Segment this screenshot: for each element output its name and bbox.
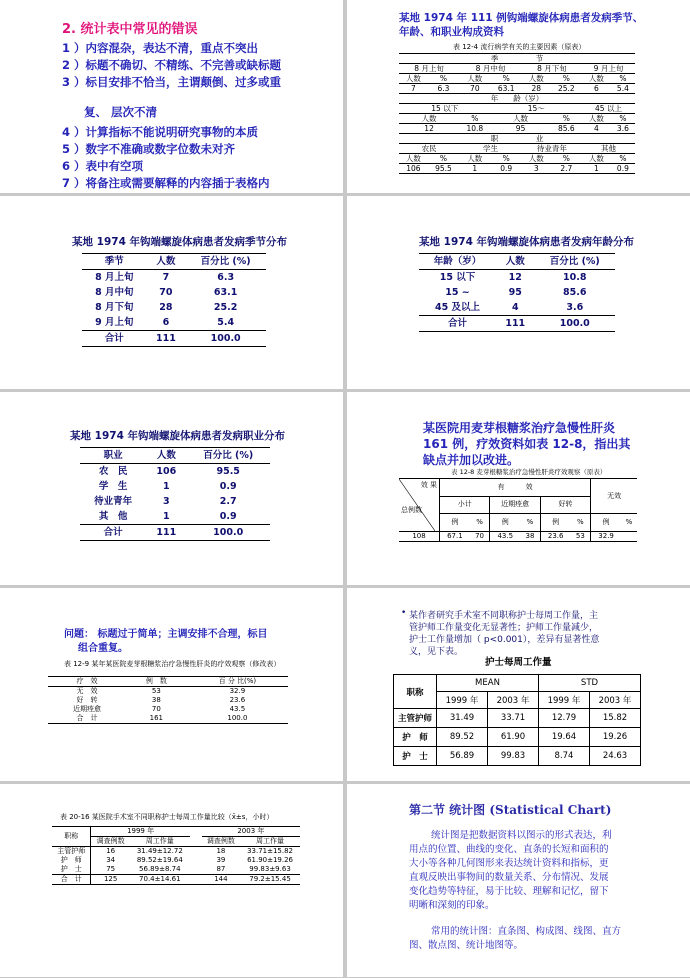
table-subheader: % [562, 74, 570, 83]
table-subheader: 人数 [405, 154, 421, 163]
error-item: 4 ）计算指标不能说明研究事物的本质 [62, 125, 259, 139]
table-subheader: 人数 [528, 74, 544, 83]
table-cell: 106 [406, 164, 421, 173]
table-cell: 85.6 [563, 287, 587, 298]
job-table [80, 447, 270, 541]
table-cell: 63.1 [213, 287, 238, 298]
slide-text: 管护师工作量变化无显著性；护师工作量减少， [409, 623, 599, 633]
table-header: 百分比 (%) [549, 256, 600, 267]
table-header: 调查例数 [206, 837, 235, 845]
hepatitis-revised-table [48, 676, 288, 724]
table-corner: 职称 [394, 675, 437, 709]
table-total: 100.0 [210, 333, 241, 344]
table-caption: 表 12-8 麦芽根糖浆治疗急慢性肝炎疗效观察（原表） [451, 468, 607, 476]
table-cell: 5.4 [217, 317, 235, 328]
table-cell: 6 [594, 84, 599, 93]
slide-original-table [347, 0, 690, 193]
table-subheader: 例 [602, 518, 610, 527]
table-cell: 23.6 [229, 696, 246, 704]
table-cell: 15 ~ [445, 287, 470, 298]
table-cell: 6 [162, 317, 170, 328]
table-cell: 12 [508, 272, 522, 283]
table-total: 70.4±14.61 [139, 875, 181, 883]
table-cell: 6.3 [437, 84, 450, 93]
table-title: 护士每周工作量 [485, 657, 552, 668]
table-total: 144 [214, 875, 228, 883]
table-group-header: MEAN [437, 675, 539, 692]
table-group-header: 年 龄（岁） [490, 94, 544, 103]
table-group-header: 季 节 [490, 54, 544, 63]
table-total: 161 [149, 714, 164, 722]
table-cell: 24.63 [590, 747, 641, 766]
table-subheader: % [439, 154, 448, 163]
slide-text: 护士工作量增加（ p<0.001），差异有显著性意 [409, 635, 600, 645]
table-header: 8 月中旬 [475, 64, 506, 73]
slide-statistical-chart [347, 784, 690, 977]
table-cell: 67.1 [447, 532, 463, 540]
table-subheader: % [502, 74, 510, 83]
table-cell: 其 他 [98, 511, 128, 522]
table-total: 125 [103, 875, 118, 883]
table-cell: 99.83±9.63 [249, 865, 291, 873]
table-total: 79.2±15.45 [249, 875, 291, 883]
table-cell: 6.3 [217, 272, 235, 283]
table-cell: 38 [151, 696, 161, 704]
table-header: 近期痊愈 [490, 496, 540, 514]
table-header: 周工作量 [145, 837, 174, 845]
workload-comparison-table [52, 826, 300, 885]
table-header: 15～ [527, 104, 545, 113]
table-subheader: 例 [501, 518, 509, 527]
table-group-header: 无效 [607, 491, 622, 500]
table-cell: 32.9 [598, 532, 614, 540]
table-cell: 33.71 [488, 709, 539, 728]
table-cell: 8 月上旬 [95, 272, 134, 283]
row-label: 合 计 [52, 875, 91, 885]
table-cell: 95.5 [435, 164, 452, 173]
table-cell: 0.9 [500, 164, 513, 173]
table-header: 周工作量 [256, 837, 285, 845]
workload-table [393, 674, 641, 766]
slide-title: 某地 1974 年 111 例钩端螺旋体病患者发病季节、 [399, 12, 644, 24]
table-cell: 7 [162, 272, 170, 283]
row-label: 主管护师 [52, 847, 91, 857]
table-header: 待业青年 [536, 144, 567, 153]
table-cell: 75 [106, 865, 116, 873]
slide-age-table [347, 196, 690, 389]
table-cell: 10.8 [563, 272, 587, 283]
table-total: 111 [156, 333, 176, 344]
table-header: 1999 年 [437, 692, 488, 709]
table-cell: 43.5 [497, 532, 514, 540]
age-table [419, 253, 615, 332]
table-subheader: 例 [451, 518, 459, 527]
error-item: 7 ）将备注或需要解释的内容插于表格内 [62, 176, 270, 190]
table-header: 8 月下旬 [537, 64, 567, 73]
section-title: 第二节 统计图 (Statistical Chart) [409, 803, 612, 817]
table-cell: 3.6 [616, 124, 629, 133]
table-cell: 95.5 [216, 466, 240, 477]
table-cell: 38 [520, 532, 540, 542]
table-cell: 43.5 [229, 705, 246, 713]
table-header: 人数 [156, 256, 176, 267]
row-label: 主管护师 [394, 709, 437, 728]
slide-text: 缺点并加以改进。 [423, 453, 520, 467]
table-cell: 无 效 [76, 687, 98, 695]
table-cell: 45 及以上 [434, 302, 480, 313]
row-label: 护 士 [394, 747, 437, 766]
table-group-header: 2003 年 [202, 827, 300, 837]
table-cell: 4 [594, 124, 599, 133]
slide-text: 161 例，疗效资料如表 12-8，指出其 [423, 437, 631, 451]
table-header: 2003 年 [590, 692, 641, 709]
table-cell: 53 [571, 532, 591, 542]
table-subheader: 人数 [405, 74, 421, 83]
bullet-icon: • [401, 608, 407, 618]
table-group-header: 有 效 [440, 479, 591, 497]
paragraph-line: 直观反映出事物间的数量关系、分布情况、发展 [409, 872, 609, 883]
table-cell: 16 [106, 847, 116, 855]
error-item: 5 ）数字不准确或数字位数未对齐 [62, 142, 236, 156]
issue-text: 组合重复。 [78, 643, 128, 654]
table-header: 百分比 (%) [203, 450, 254, 461]
table-cell: 63.1 [497, 84, 515, 93]
table-cell: 待业青年 [94, 496, 133, 507]
table-cell: 53 [151, 687, 161, 695]
slide-title: 某地 1974 年钩端螺旋体病患者发病季节分布 [72, 236, 288, 248]
table-header: 8 月上旬 [414, 64, 444, 73]
slide-title: 某地 1974 年钩端螺旋体病患者发病职业分布 [70, 430, 286, 442]
paragraph-line: 统计图是把数据资料以图示的形式表达，利 [431, 830, 612, 841]
table-cell: 28 [531, 84, 542, 93]
table-group-header: 职 业 [490, 134, 544, 143]
table-cell: 10.8 [466, 124, 484, 133]
table-header: 其他 [601, 144, 616, 153]
table-cell: 70 [470, 532, 490, 542]
hepatitis-original-table [399, 478, 637, 542]
table-cell: 好 转 [76, 696, 98, 704]
table-cell: 3.6 [566, 302, 584, 313]
table-cell: 95 [508, 287, 522, 298]
paragraph-line: 用点的位置、曲线的变化、直条的长短和面积的 [409, 844, 609, 855]
table-header: 小计 [440, 496, 490, 514]
table-total: 100.0 [213, 527, 244, 538]
table-header: 人数 [156, 450, 176, 461]
slide-text: 义，见下表。 [409, 647, 464, 657]
table-cell: 19.26 [590, 728, 641, 747]
error-item: 复、 层次不清 [84, 105, 158, 119]
table-header: 百 分 比(%) [218, 677, 257, 685]
table-cell: 农 民 [98, 466, 128, 477]
row-label: 护 士 [52, 865, 91, 875]
table-subheader: % [562, 114, 570, 123]
table-cell: 5.4 [616, 84, 629, 93]
table-cell: 28 [159, 302, 173, 313]
table-header: 好转 [540, 496, 590, 514]
table-cell: 31.49±12.72 [136, 847, 183, 855]
table-subheader: % [439, 74, 448, 83]
table-cell: 15 以下 [439, 272, 476, 283]
table-subheader: % [470, 514, 490, 532]
table-header: 年龄（岁） [433, 256, 482, 267]
table-subheader: 人数 [588, 154, 604, 163]
table-cell: 2.7 [219, 496, 237, 507]
table-subheader: % [562, 154, 570, 163]
table-cell: 8 月中旬 [95, 287, 134, 298]
paragraph-line: 大小等各种几何图形来表达统计资料和指标，更 [409, 858, 609, 869]
table-cell: 32.9 [229, 687, 246, 695]
table-cell: 61.90 [488, 728, 539, 747]
table-subheader: 人数 [421, 114, 437, 123]
table-cell: 15.82 [590, 709, 641, 728]
table-header: 季节 [104, 256, 124, 267]
table-cell: 学 生 [98, 481, 128, 492]
table-cell: 1 [594, 164, 599, 173]
table-cell: 25.2 [213, 302, 238, 313]
table-cell: 0.9 [219, 511, 237, 522]
table-cell: 106 [156, 466, 177, 477]
table-cell: 0.9 [616, 164, 629, 173]
table-corner: 职称 [52, 827, 91, 847]
table-cell: 1 [163, 481, 170, 492]
paragraph-line: 变化趋势等特征，易于比较、理解和记忆，留下 [409, 886, 609, 897]
table-cell: 8.74 [539, 747, 590, 766]
table-cell: 8 月下旬 [95, 302, 134, 313]
table-cell: 39 [216, 856, 226, 864]
table-cell: 近期痊愈 [72, 705, 101, 713]
table-cell: 3 [163, 496, 170, 507]
table-subheader: 人数 [513, 114, 529, 123]
error-item: 3 ）标目安排不恰当，主谓颠倒、过多或重 [62, 75, 282, 89]
table-header: 9 月上旬 [593, 64, 624, 73]
table-cell: 56.89 [437, 747, 488, 766]
table-cell: 1 [163, 511, 170, 522]
table-cell: 9 月上旬 [95, 317, 134, 328]
table-cell: 23.6 [547, 532, 564, 540]
error-item: 2 ）标题不确切、不精练、不完善或缺标题 [62, 58, 282, 72]
table-cell: 70 [159, 287, 173, 298]
table-header: 百分比 (%) [200, 256, 251, 267]
table-subheader: % [471, 114, 479, 123]
table-header: 例 数 [145, 677, 167, 685]
corner-label: 效 果 [420, 481, 437, 489]
table-total: 100.0 [559, 318, 590, 329]
table-header: 1999 年 [539, 692, 590, 709]
table-header: 职业 [103, 450, 123, 461]
table-cell: 1 [472, 164, 478, 173]
diagonal-header-cell [399, 479, 440, 532]
table-cell: 61.90±19.26 [247, 856, 294, 864]
table-cell: 34 [106, 856, 116, 864]
table-cell: 87 [216, 865, 226, 873]
table-cell: 0.9 [219, 481, 237, 492]
table-total: 合计 [447, 318, 467, 329]
error-item: 6 ）表中有空项 [62, 159, 144, 173]
table-header: 学生 [483, 144, 498, 153]
table-header: 调查例数 [96, 837, 125, 845]
table-total: 合 计 [76, 714, 98, 722]
table-cell: 99.83 [488, 747, 539, 766]
table-cell: 89.52±19.64 [136, 856, 183, 864]
table-subheader: % [619, 114, 627, 123]
table-subheader: % [520, 514, 540, 532]
error-item: 1 ）内容混杂，表达不清，重点不突出 [62, 41, 259, 55]
table-group-header: STD [539, 675, 641, 692]
table-cell: 70 [470, 84, 480, 93]
slide-hepatitis-revised [0, 588, 343, 781]
table-subheader: % [502, 154, 510, 163]
original-table [399, 53, 635, 174]
slide-season-table [0, 196, 343, 389]
table-total: 100.0 [227, 714, 248, 722]
table-total: 111 [156, 527, 177, 538]
table-subheader: % [625, 518, 633, 527]
table-group-header: 1999 年 [91, 827, 190, 837]
table-subheader: % [619, 154, 627, 163]
table-caption: 表 12-4 流行病学有关的主要因素（原表） [453, 43, 586, 51]
table-cell: 31.49 [437, 709, 488, 728]
table-cell: 56.89±8.74 [139, 865, 181, 873]
table-subheader: % [619, 74, 627, 83]
corner-label: 总例数 [401, 506, 422, 514]
table-subheader: 人数 [467, 154, 483, 163]
table-header: 疗 效 [76, 677, 98, 685]
table-caption: 表 12-9 某年某医院麦芽根糖浆治疗急慢性肝炎的疗效观察（修改表） [64, 660, 281, 668]
table-cell: 95 [515, 124, 526, 133]
slide-title: 年龄、和职业构成资料 [399, 26, 504, 38]
slide-hepatitis-original [347, 392, 690, 585]
table-cell: 7 [411, 84, 416, 93]
table-subheader: 人数 [588, 74, 604, 83]
table-cell: 25.2 [557, 84, 575, 93]
paragraph-line: 明晰和深刻的印象。 [409, 900, 495, 911]
table-cell: 18 [216, 847, 226, 855]
table-subheader: % [571, 514, 591, 532]
table-cell: 85.6 [557, 124, 575, 133]
row-label: 护 师 [394, 728, 437, 747]
table-cell: 12.79 [539, 709, 590, 728]
table-cell: 108 [399, 532, 440, 542]
slide-heading: 2. 统计表中常见的错误 [62, 22, 198, 37]
table-subheader: 人数 [588, 114, 604, 123]
table-header: 15 以下 [431, 104, 459, 113]
table-cell: 3 [533, 164, 539, 173]
table-header: 45 以上 [595, 104, 622, 113]
table-cell: 19.64 [539, 728, 590, 747]
table-cell: 2.7 [560, 164, 573, 173]
issue-text: 问题： 标题过于简单；主调安排不合理，标目 [64, 629, 268, 640]
table-subheader: 人数 [528, 154, 544, 163]
table-cell: 70 [151, 705, 161, 713]
table-total: 合计 [104, 333, 124, 344]
slide-text: 某医院用麦芽根糖浆治疗急慢性肝炎 [423, 421, 616, 435]
slide-workload-comparison [0, 784, 343, 977]
slide-nurse-workload [347, 588, 690, 781]
table-subheader: 人数 [467, 74, 483, 83]
table-subheader: 例 [552, 518, 560, 527]
table-cell: 89.52 [437, 728, 488, 747]
slide-common-errors [0, 0, 343, 193]
paragraph-line: 常用的统计图：直条图、构成图、线图、直方 [431, 926, 622, 937]
row-label: 护 师 [52, 856, 91, 865]
table-header: 农民 [421, 144, 437, 153]
table-total: 111 [505, 318, 526, 329]
slide-job-table [0, 392, 343, 585]
slide-text: 某作者研究手术室不同职称护士每周工作量，主 [409, 611, 599, 621]
slide-title: 某地 1974 年钩端螺旋体病患者发病年龄分布 [419, 236, 635, 248]
table-header: 人数 [505, 256, 525, 267]
table-cell: 12 [424, 124, 434, 133]
table-caption: 表 20-16 某医院手术室不同职称护士每周工作量比较（x̄±s，小时） [60, 813, 274, 821]
table-header: 2003 年 [488, 692, 539, 709]
paragraph-line: 图、散点图、统计地图等。 [409, 940, 524, 951]
table-cell: 4 [511, 302, 519, 313]
table-cell: 33.71±15.82 [247, 847, 294, 855]
table-total: 合计 [103, 527, 123, 538]
season-table [82, 253, 266, 347]
